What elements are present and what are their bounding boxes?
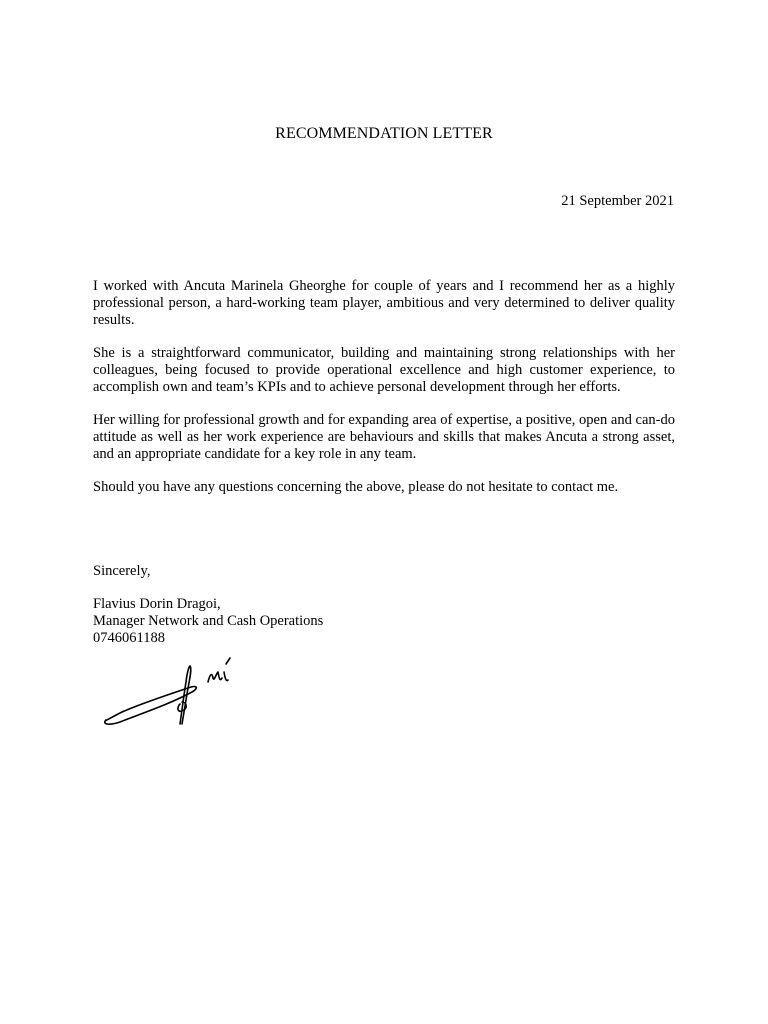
letter-date: 21 September 2021 xyxy=(561,193,674,209)
body-paragraph: She is a straightforward communicator, building and maintaining strong relationships with her colleagues, being focused to provide operational excellence and high customer experience, to accomplish own and team’s KPIs and to achieve personal development through her efforts. xyxy=(93,345,675,395)
body-paragraph: I worked with Ancuta Marinela Gheorghe for couple of years and I recommend her as a highly professional person, a hard-working team player, ambitious and very determined to deliver quality results. xyxy=(93,278,675,328)
signer-name: Flavius Dorin Dragoi, xyxy=(93,596,221,612)
signer-block xyxy=(93,596,323,647)
signer-phone: 0746061188 xyxy=(93,630,165,646)
letter-body xyxy=(93,278,675,512)
body-paragraph: Her willing for professional growth and for expanding area of expertise, a positive, open and can-do attitude as well as her work experience are behaviours and skills that makes Ancuta a strong asset, and an appropriate candidate for a key role in any team. xyxy=(93,412,675,462)
letter-title: RECOMMENDATION LETTER xyxy=(275,125,493,142)
signer-role: Manager Network and Cash Operations xyxy=(93,613,324,629)
handwritten-signature-icon xyxy=(100,652,240,732)
closing-salutation: Sincerely, xyxy=(93,563,151,579)
body-paragraph: Should you have any questions concerning the above, please do not hesitate to contact me. xyxy=(93,479,619,495)
